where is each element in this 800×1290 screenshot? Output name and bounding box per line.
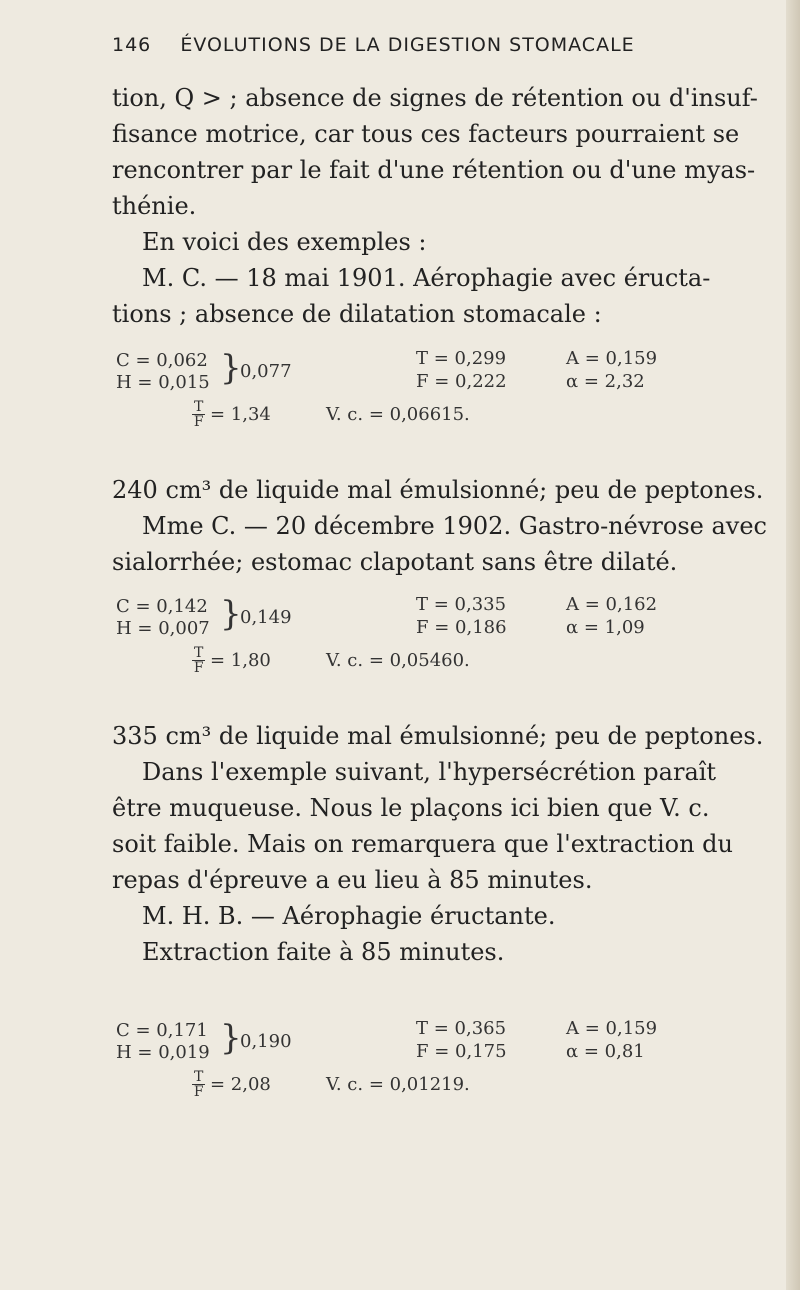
value-f: F = 0,186 (416, 617, 507, 638)
formula-case-2 (116, 588, 756, 688)
fraction-denominator: F (193, 660, 204, 676)
brace-symbol: } (220, 1018, 242, 1058)
text-line: soit faible. Mais on remarquera que l'extraction du (112, 830, 733, 858)
text-line: tions ; absence de dilatation stomacale : (112, 300, 602, 328)
value-a: A = 0,159 (566, 1018, 658, 1039)
formula-case-3 (116, 1012, 756, 1112)
brace-symbol: } (220, 594, 242, 634)
text-line: M. C. — 18 mai 1901. Aérophagie avec éructa- (142, 264, 711, 292)
value-ratio: = 1,34 (210, 404, 271, 425)
text-line: sialorrhée; estomac clapotant sans être dilaté. (112, 548, 678, 576)
paragraph-examples-intro: En voici des exemples : (142, 228, 427, 256)
text-line: rencontrer par le fait d'une rétention ou d'une myas- (112, 156, 756, 184)
fraction-numerator: T (194, 645, 204, 661)
value-sum: 0,190 (240, 1031, 292, 1052)
formula-case-1 (116, 342, 756, 442)
value-h: H = 0,019 (116, 1042, 210, 1063)
value-t: T = 0,365 (416, 1018, 507, 1039)
value-alpha: α = 1,09 (566, 617, 645, 638)
case-1-description (112, 260, 770, 332)
fraction-numerator: T (194, 399, 204, 415)
value-h: H = 0,007 (116, 618, 210, 639)
value-t: T = 0,299 (416, 348, 507, 369)
running-header (112, 34, 712, 56)
value-f: F = 0,222 (416, 371, 507, 392)
value-t: T = 0,335 (416, 594, 507, 615)
text-line: fisance motrice, car tous ces facteurs pourraient se (112, 120, 740, 148)
fraction-t-over-f (192, 646, 205, 675)
text-line: être muqueuse. Nous le plaçons ici bien que V. c. (112, 794, 710, 822)
value-c: C = 0,062 (116, 350, 208, 371)
fraction-denominator: F (193, 414, 204, 430)
value-a: A = 0,162 (566, 594, 658, 615)
value-alpha: α = 2,32 (566, 371, 645, 392)
fraction-numerator: T (194, 1069, 204, 1085)
text-line: Dans l'exemple suivant, l'hypersécrétion paraît (142, 758, 717, 786)
text-line: repas d'épreuve a eu lieu à 85 minutes. (112, 866, 593, 894)
fraction-denominator: F (193, 1084, 204, 1100)
paragraph-continuation (112, 80, 770, 224)
fraction-t-over-f (192, 400, 205, 429)
case-2-description (112, 508, 770, 580)
value-ratio: = 1,80 (210, 650, 271, 671)
value-a: A = 0,159 (566, 348, 658, 369)
value-vc: V. c. = 0,06615. (326, 404, 470, 425)
case-1-result: 240 cm³ de liquide mal émulsionné; peu de peptones. (112, 476, 764, 504)
case-3-extraction: Extraction faite à 85 minutes. (142, 938, 505, 966)
page-edge (786, 0, 800, 1290)
value-c: C = 0,142 (116, 596, 208, 617)
fraction-t-over-f (192, 1070, 205, 1099)
value-vc: V. c. = 0,05460. (326, 650, 470, 671)
value-ratio: = 2,08 (210, 1074, 271, 1095)
value-f: F = 0,175 (416, 1041, 507, 1062)
brace-symbol: } (220, 348, 242, 388)
value-vc: V. c. = 0,01219. (326, 1074, 470, 1095)
text-line: tion, Q > ; absence de signes de rétention ou d'insuf- (112, 84, 758, 112)
value-alpha: α = 0,81 (566, 1041, 645, 1062)
value-sum: 0,149 (240, 607, 292, 628)
page-number: 146 (112, 34, 152, 56)
case-2-result: 335 cm³ de liquide mal émulsionné; peu de peptones. (112, 722, 764, 750)
value-h: H = 0,015 (116, 372, 210, 393)
paragraph-next-example (112, 754, 770, 898)
value-sum: 0,077 (240, 361, 292, 382)
text-line: thénie. (112, 192, 197, 220)
value-c: C = 0,171 (116, 1020, 208, 1041)
case-3-description: M. H. B. — Aérophagie éructante. (142, 902, 556, 930)
running-title: ÉVOLUTIONS DE LA DIGESTION STOMACALE (180, 34, 635, 56)
text-line: Mme C. — 20 décembre 1902. Gastro-névrose avec (142, 512, 767, 540)
